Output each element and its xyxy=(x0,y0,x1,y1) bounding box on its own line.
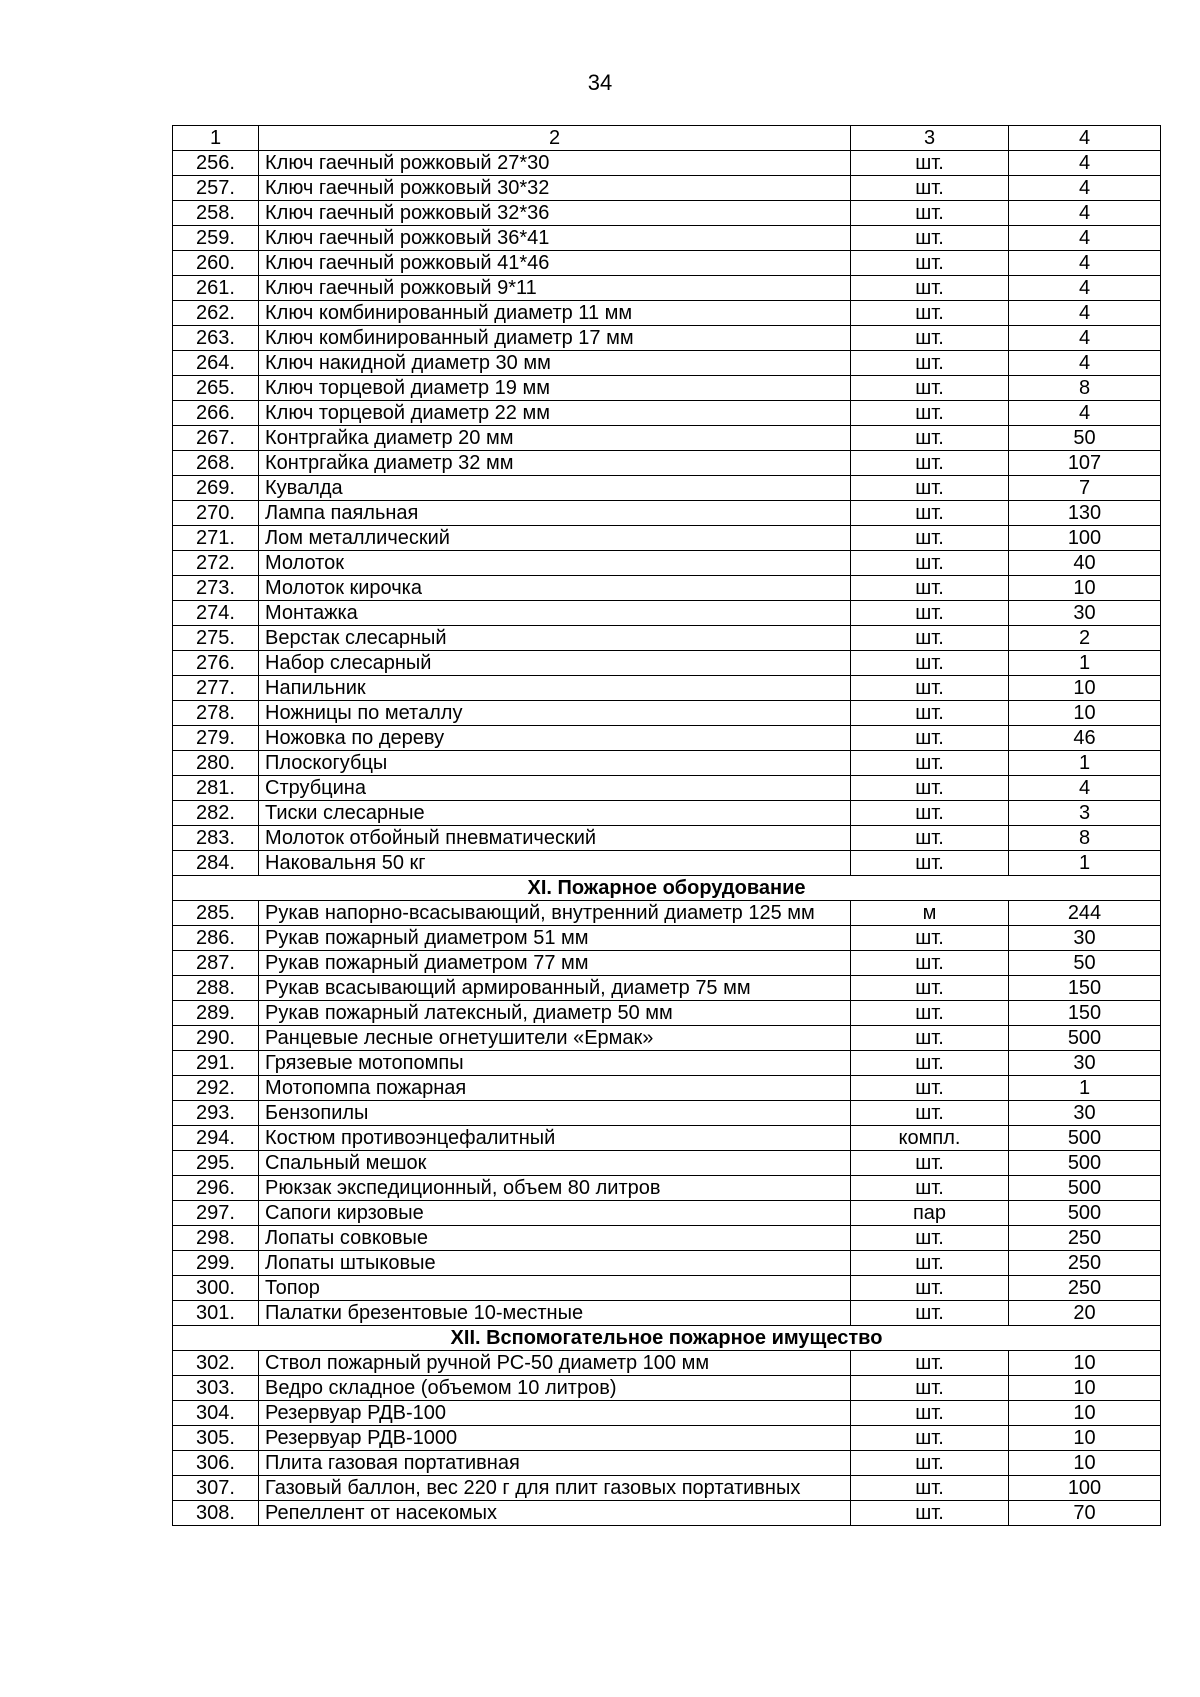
item-name-cell: Бензопилы xyxy=(259,1101,851,1126)
unit-cell: шт. xyxy=(851,1051,1009,1076)
quantity-cell: 50 xyxy=(1009,426,1161,451)
quantity-cell: 7 xyxy=(1009,476,1161,501)
row-number-cell: 304. xyxy=(173,1401,259,1426)
table-row xyxy=(173,1101,1161,1126)
quantity-cell: 4 xyxy=(1009,226,1161,251)
item-name-cell: Костюм противоэнцефалитный xyxy=(259,1126,851,1151)
quantity-cell: 4 xyxy=(1009,776,1161,801)
row-number-cell: 257. xyxy=(173,176,259,201)
row-number-cell: 276. xyxy=(173,651,259,676)
unit-cell: шт. xyxy=(851,951,1009,976)
section-row xyxy=(173,1326,1161,1351)
row-number-cell: 293. xyxy=(173,1101,259,1126)
unit-cell: м xyxy=(851,901,1009,926)
unit-cell: шт. xyxy=(851,1226,1009,1251)
item-name-cell: Контргайка диаметр 20 мм xyxy=(259,426,851,451)
table-row xyxy=(173,1426,1161,1451)
row-number-cell: 289. xyxy=(173,1001,259,1026)
item-name-cell: Спальный мешок xyxy=(259,1151,851,1176)
quantity-cell: 500 xyxy=(1009,1026,1161,1051)
row-number-cell: 269. xyxy=(173,476,259,501)
unit-cell: шт. xyxy=(851,376,1009,401)
unit-cell: шт. xyxy=(851,726,1009,751)
unit-cell: шт. xyxy=(851,851,1009,876)
item-name-cell: Сапоги кирзовые xyxy=(259,1201,851,1226)
table-row xyxy=(173,351,1161,376)
quantity-cell: 500 xyxy=(1009,1176,1161,1201)
quantity-cell: 10 xyxy=(1009,1426,1161,1451)
table-row xyxy=(173,1201,1161,1226)
row-number-cell: 261. xyxy=(173,276,259,301)
item-name-cell: Лопаты совковые xyxy=(259,1226,851,1251)
table-row xyxy=(173,801,1161,826)
unit-cell: шт. xyxy=(851,826,1009,851)
unit-cell: шт. xyxy=(851,651,1009,676)
item-name-cell: Напильник xyxy=(259,676,851,701)
table-row xyxy=(173,976,1161,1001)
table-row xyxy=(173,301,1161,326)
table-row xyxy=(173,451,1161,476)
table-row xyxy=(173,1126,1161,1151)
quantity-cell: 1 xyxy=(1009,851,1161,876)
table-row xyxy=(173,201,1161,226)
row-number-cell: 288. xyxy=(173,976,259,1001)
unit-cell: шт. xyxy=(851,251,1009,276)
row-number-cell: 295. xyxy=(173,1151,259,1176)
row-number-cell: 305. xyxy=(173,1426,259,1451)
row-number-cell: 284. xyxy=(173,851,259,876)
quantity-cell: 150 xyxy=(1009,976,1161,1001)
quantity-cell: 8 xyxy=(1009,826,1161,851)
row-number-cell: 291. xyxy=(173,1051,259,1076)
item-name-cell: Контргайка диаметр 32 мм xyxy=(259,451,851,476)
row-number-cell: 274. xyxy=(173,601,259,626)
table-row xyxy=(173,1501,1161,1526)
row-number-cell: 298. xyxy=(173,1226,259,1251)
quantity-cell: 500 xyxy=(1009,1151,1161,1176)
row-number-cell: 306. xyxy=(173,1451,259,1476)
row-number-cell: 267. xyxy=(173,426,259,451)
quantity-cell: 4 xyxy=(1009,351,1161,376)
row-number-cell: 300. xyxy=(173,1276,259,1301)
unit-cell: шт. xyxy=(851,751,1009,776)
table-row xyxy=(173,926,1161,951)
unit-cell: шт. xyxy=(851,276,1009,301)
unit-cell: шт. xyxy=(851,1001,1009,1026)
item-name-cell: Ключ гаечный рожковый 9*11 xyxy=(259,276,851,301)
item-name-cell: Ключ гаечный рожковый 27*30 xyxy=(259,151,851,176)
row-number-cell: 290. xyxy=(173,1026,259,1051)
item-name-cell: Ведро складное (объемом 10 литров) xyxy=(259,1376,851,1401)
quantity-cell: 100 xyxy=(1009,1476,1161,1501)
row-number-cell: 302. xyxy=(173,1351,259,1376)
item-name-cell: Плоскогубцы xyxy=(259,751,851,776)
unit-cell: шт. xyxy=(851,226,1009,251)
item-name-cell: Ранцевые лесные огнетушители «Ермак» xyxy=(259,1026,851,1051)
quantity-cell: 1 xyxy=(1009,751,1161,776)
unit-cell: шт. xyxy=(851,701,1009,726)
unit-cell: пар xyxy=(851,1201,1009,1226)
table-row xyxy=(173,1076,1161,1101)
table-row xyxy=(173,676,1161,701)
row-number-cell: 297. xyxy=(173,1201,259,1226)
item-name-cell: Молоток отбойный пневматический xyxy=(259,826,851,851)
item-name-cell: Кувалда xyxy=(259,476,851,501)
quantity-cell: 250 xyxy=(1009,1276,1161,1301)
unit-cell: шт. xyxy=(851,1401,1009,1426)
item-name-cell: Мотопомпа пожарная xyxy=(259,1076,851,1101)
unit-cell: шт. xyxy=(851,601,1009,626)
row-number-cell: 308. xyxy=(173,1501,259,1526)
row-number-cell: 303. xyxy=(173,1376,259,1401)
item-name-cell: Ключ комбинированный диаметр 11 мм xyxy=(259,301,851,326)
unit-cell: шт. xyxy=(851,326,1009,351)
item-name-cell: Ключ комбинированный диаметр 17 мм xyxy=(259,326,851,351)
table-row xyxy=(173,251,1161,276)
item-name-cell: Палатки брезентовые 10-местные xyxy=(259,1301,851,1326)
row-number-cell: 294. xyxy=(173,1126,259,1151)
quantity-cell: 70 xyxy=(1009,1501,1161,1526)
unit-cell: шт. xyxy=(851,1076,1009,1101)
table-row xyxy=(173,226,1161,251)
item-name-cell: Лампа паяльная xyxy=(259,501,851,526)
row-number-cell: 258. xyxy=(173,201,259,226)
item-name-cell: Газовый баллон, вес 220 г для плит газовых портативных xyxy=(259,1476,851,1501)
item-name-cell: Ключ гаечный рожковый 36*41 xyxy=(259,226,851,251)
table-row xyxy=(173,951,1161,976)
unit-cell: шт. xyxy=(851,1376,1009,1401)
table-row xyxy=(173,651,1161,676)
page-number: 34 xyxy=(587,70,613,95)
row-number-cell: 299. xyxy=(173,1251,259,1276)
quantity-cell: 30 xyxy=(1009,926,1161,951)
row-number-cell: 296. xyxy=(173,1176,259,1201)
row-number-cell: 279. xyxy=(173,726,259,751)
unit-cell: шт. xyxy=(851,1101,1009,1126)
unit-cell: шт. xyxy=(851,1301,1009,1326)
inventory-table xyxy=(172,125,1161,1526)
table-row xyxy=(173,901,1161,926)
item-name-cell: Набор слесарный xyxy=(259,651,851,676)
quantity-cell: 4 xyxy=(1009,176,1161,201)
row-number-cell: 270. xyxy=(173,501,259,526)
item-name-cell: Лопаты штыковые xyxy=(259,1251,851,1276)
row-number-cell: 307. xyxy=(173,1476,259,1501)
row-number-cell: 280. xyxy=(173,751,259,776)
quantity-cell: 250 xyxy=(1009,1251,1161,1276)
table-row xyxy=(173,1176,1161,1201)
item-name-cell: Ключ торцевой диаметр 19 мм xyxy=(259,376,851,401)
quantity-cell: 30 xyxy=(1009,1101,1161,1126)
row-number-cell: 265. xyxy=(173,376,259,401)
item-name-cell: Репеллент от насекомых xyxy=(259,1501,851,1526)
quantity-cell: 1 xyxy=(1009,1076,1161,1101)
item-name-cell: Верстак слесарный xyxy=(259,626,851,651)
table-row xyxy=(173,1376,1161,1401)
item-name-cell: Ствол пожарный ручной РС-50 диаметр 100 мм xyxy=(259,1351,851,1376)
header-row xyxy=(173,126,1161,151)
item-name-cell: Монтажка xyxy=(259,601,851,626)
quantity-cell: 4 xyxy=(1009,276,1161,301)
row-number-cell: 282. xyxy=(173,801,259,826)
unit-cell: шт. xyxy=(851,426,1009,451)
quantity-cell: 8 xyxy=(1009,376,1161,401)
unit-cell: шт. xyxy=(851,351,1009,376)
quantity-cell: 10 xyxy=(1009,576,1161,601)
quantity-cell: 10 xyxy=(1009,1401,1161,1426)
item-name-cell: Тиски слесарные xyxy=(259,801,851,826)
table-row xyxy=(173,176,1161,201)
row-number-cell: 266. xyxy=(173,401,259,426)
unit-cell: шт. xyxy=(851,201,1009,226)
item-name-cell: Резервуар РДВ-100 xyxy=(259,1401,851,1426)
unit-cell: шт. xyxy=(851,576,1009,601)
item-name-cell: Рукав пожарный диаметром 77 мм xyxy=(259,951,851,976)
quantity-cell: 500 xyxy=(1009,1126,1161,1151)
table-row xyxy=(173,1001,1161,1026)
quantity-cell: 250 xyxy=(1009,1226,1161,1251)
unit-cell: шт. xyxy=(851,976,1009,1001)
table-row xyxy=(173,851,1161,876)
item-name-cell: Струбцина xyxy=(259,776,851,801)
unit-cell: шт. xyxy=(851,151,1009,176)
unit-cell: шт. xyxy=(851,1176,1009,1201)
row-number-cell: 273. xyxy=(173,576,259,601)
quantity-cell: 10 xyxy=(1009,701,1161,726)
row-number-cell: 263. xyxy=(173,326,259,351)
quantity-cell: 20 xyxy=(1009,1301,1161,1326)
quantity-cell: 4 xyxy=(1009,251,1161,276)
row-number-cell: 275. xyxy=(173,626,259,651)
item-name-cell: Ножовка по дереву xyxy=(259,726,851,751)
item-name-cell: Резервуар РДВ-1000 xyxy=(259,1426,851,1451)
row-number-cell: 259. xyxy=(173,226,259,251)
table-body xyxy=(173,126,1161,1526)
quantity-cell: 10 xyxy=(1009,1376,1161,1401)
row-number-cell: 264. xyxy=(173,351,259,376)
table-row xyxy=(173,826,1161,851)
table-row xyxy=(173,1051,1161,1076)
header-cell-number: 1 xyxy=(173,126,259,151)
quantity-cell: 130 xyxy=(1009,501,1161,526)
unit-cell: компл. xyxy=(851,1126,1009,1151)
item-name-cell: Рукав всасывающий армированный, диаметр 75 мм xyxy=(259,976,851,1001)
row-number-cell: 277. xyxy=(173,676,259,701)
row-number-cell: 285. xyxy=(173,901,259,926)
quantity-cell: 500 xyxy=(1009,1201,1161,1226)
row-number-cell: 256. xyxy=(173,151,259,176)
table-row xyxy=(173,276,1161,301)
item-name-cell: Рукав пожарный латексный, диаметр 50 мм xyxy=(259,1001,851,1026)
item-name-cell: Ключ гаечный рожковый 30*32 xyxy=(259,176,851,201)
item-name-cell: Ключ гаечный рожковый 32*36 xyxy=(259,201,851,226)
quantity-cell: 46 xyxy=(1009,726,1161,751)
unit-cell: шт. xyxy=(851,1451,1009,1476)
table-row xyxy=(173,551,1161,576)
row-number-cell: 283. xyxy=(173,826,259,851)
unit-cell: шт. xyxy=(851,1426,1009,1451)
row-number-cell: 281. xyxy=(173,776,259,801)
unit-cell: шт. xyxy=(851,676,1009,701)
unit-cell: шт. xyxy=(851,1476,1009,1501)
unit-cell: шт. xyxy=(851,501,1009,526)
table-row xyxy=(173,1301,1161,1326)
table-row xyxy=(173,701,1161,726)
item-name-cell: Молоток кирочка xyxy=(259,576,851,601)
row-number-cell: 287. xyxy=(173,951,259,976)
table-row xyxy=(173,1151,1161,1176)
row-number-cell: 272. xyxy=(173,551,259,576)
section-title: XI. Пожарное оборудование xyxy=(173,876,1161,901)
row-number-cell: 268. xyxy=(173,451,259,476)
table-row xyxy=(173,151,1161,176)
unit-cell: шт. xyxy=(851,1501,1009,1526)
table-row xyxy=(173,1226,1161,1251)
table-row xyxy=(173,1026,1161,1051)
quantity-cell: 50 xyxy=(1009,951,1161,976)
unit-cell: шт. xyxy=(851,1351,1009,1376)
item-name-cell: Лом металлический xyxy=(259,526,851,551)
table-row xyxy=(173,1276,1161,1301)
quantity-cell: 2 xyxy=(1009,626,1161,651)
quantity-cell: 100 xyxy=(1009,526,1161,551)
quantity-cell: 4 xyxy=(1009,151,1161,176)
table-row xyxy=(173,776,1161,801)
item-name-cell: Плита газовая портативная xyxy=(259,1451,851,1476)
item-name-cell: Рюкзак экспедиционный, объем 80 литров xyxy=(259,1176,851,1201)
unit-cell: шт. xyxy=(851,1026,1009,1051)
item-name-cell: Ключ гаечный рожковый 41*46 xyxy=(259,251,851,276)
quantity-cell: 10 xyxy=(1009,1351,1161,1376)
table-row xyxy=(173,1476,1161,1501)
item-name-cell: Молоток xyxy=(259,551,851,576)
row-number-cell: 292. xyxy=(173,1076,259,1101)
table-row xyxy=(173,601,1161,626)
item-name-cell: Ключ накидной диаметр 30 мм xyxy=(259,351,851,376)
item-name-cell: Рукав пожарный диаметром 51 мм xyxy=(259,926,851,951)
table-row xyxy=(173,1351,1161,1376)
table-row xyxy=(173,626,1161,651)
table-row xyxy=(173,1401,1161,1426)
quantity-cell: 107 xyxy=(1009,451,1161,476)
unit-cell: шт. xyxy=(851,626,1009,651)
item-name-cell: Рукав напорно-всасывающий, внутренний диаметр 125 мм xyxy=(259,901,851,926)
quantity-cell: 1 xyxy=(1009,651,1161,676)
quantity-cell: 244 xyxy=(1009,901,1161,926)
table-row xyxy=(173,1251,1161,1276)
unit-cell: шт. xyxy=(851,176,1009,201)
quantity-cell: 10 xyxy=(1009,676,1161,701)
unit-cell: шт. xyxy=(851,801,1009,826)
unit-cell: шт. xyxy=(851,551,1009,576)
table-row xyxy=(173,326,1161,351)
unit-cell: шт. xyxy=(851,526,1009,551)
header-cell-unit: 3 xyxy=(851,126,1009,151)
row-number-cell: 271. xyxy=(173,526,259,551)
unit-cell: шт. xyxy=(851,776,1009,801)
unit-cell: шт. xyxy=(851,301,1009,326)
table-row xyxy=(173,751,1161,776)
table-row xyxy=(173,476,1161,501)
quantity-cell: 150 xyxy=(1009,1001,1161,1026)
quantity-cell: 30 xyxy=(1009,1051,1161,1076)
table-row xyxy=(173,526,1161,551)
table-row xyxy=(173,576,1161,601)
table-row xyxy=(173,726,1161,751)
quantity-cell: 4 xyxy=(1009,201,1161,226)
quantity-cell: 10 xyxy=(1009,1451,1161,1476)
quantity-cell: 4 xyxy=(1009,401,1161,426)
item-name-cell: Грязевые мотопомпы xyxy=(259,1051,851,1076)
quantity-cell: 40 xyxy=(1009,551,1161,576)
unit-cell: шт. xyxy=(851,1151,1009,1176)
item-name-cell: Ключ торцевой диаметр 22 мм xyxy=(259,401,851,426)
unit-cell: шт. xyxy=(851,926,1009,951)
quantity-cell: 4 xyxy=(1009,301,1161,326)
row-number-cell: 262. xyxy=(173,301,259,326)
unit-cell: шт. xyxy=(851,1276,1009,1301)
quantity-cell: 4 xyxy=(1009,326,1161,351)
quantity-cell: 30 xyxy=(1009,601,1161,626)
row-number-cell: 286. xyxy=(173,926,259,951)
row-number-cell: 301. xyxy=(173,1301,259,1326)
item-name-cell: Топор xyxy=(259,1276,851,1301)
row-number-cell: 278. xyxy=(173,701,259,726)
unit-cell: шт. xyxy=(851,401,1009,426)
section-row xyxy=(173,876,1161,901)
section-title: XII. Вспомогательное пожарное имущество xyxy=(173,1326,1161,1351)
table-row xyxy=(173,376,1161,401)
item-name-cell: Наковальня 50 кг xyxy=(259,851,851,876)
unit-cell: шт. xyxy=(851,476,1009,501)
unit-cell: шт. xyxy=(851,1251,1009,1276)
table-row xyxy=(173,426,1161,451)
header-cell-quantity: 4 xyxy=(1009,126,1161,151)
unit-cell: шт. xyxy=(851,451,1009,476)
header-cell-name: 2 xyxy=(259,126,851,151)
quantity-cell: 3 xyxy=(1009,801,1161,826)
row-number-cell: 260. xyxy=(173,251,259,276)
table-row xyxy=(173,501,1161,526)
table-row xyxy=(173,401,1161,426)
table-row xyxy=(173,1451,1161,1476)
item-name-cell: Ножницы по металлу xyxy=(259,701,851,726)
